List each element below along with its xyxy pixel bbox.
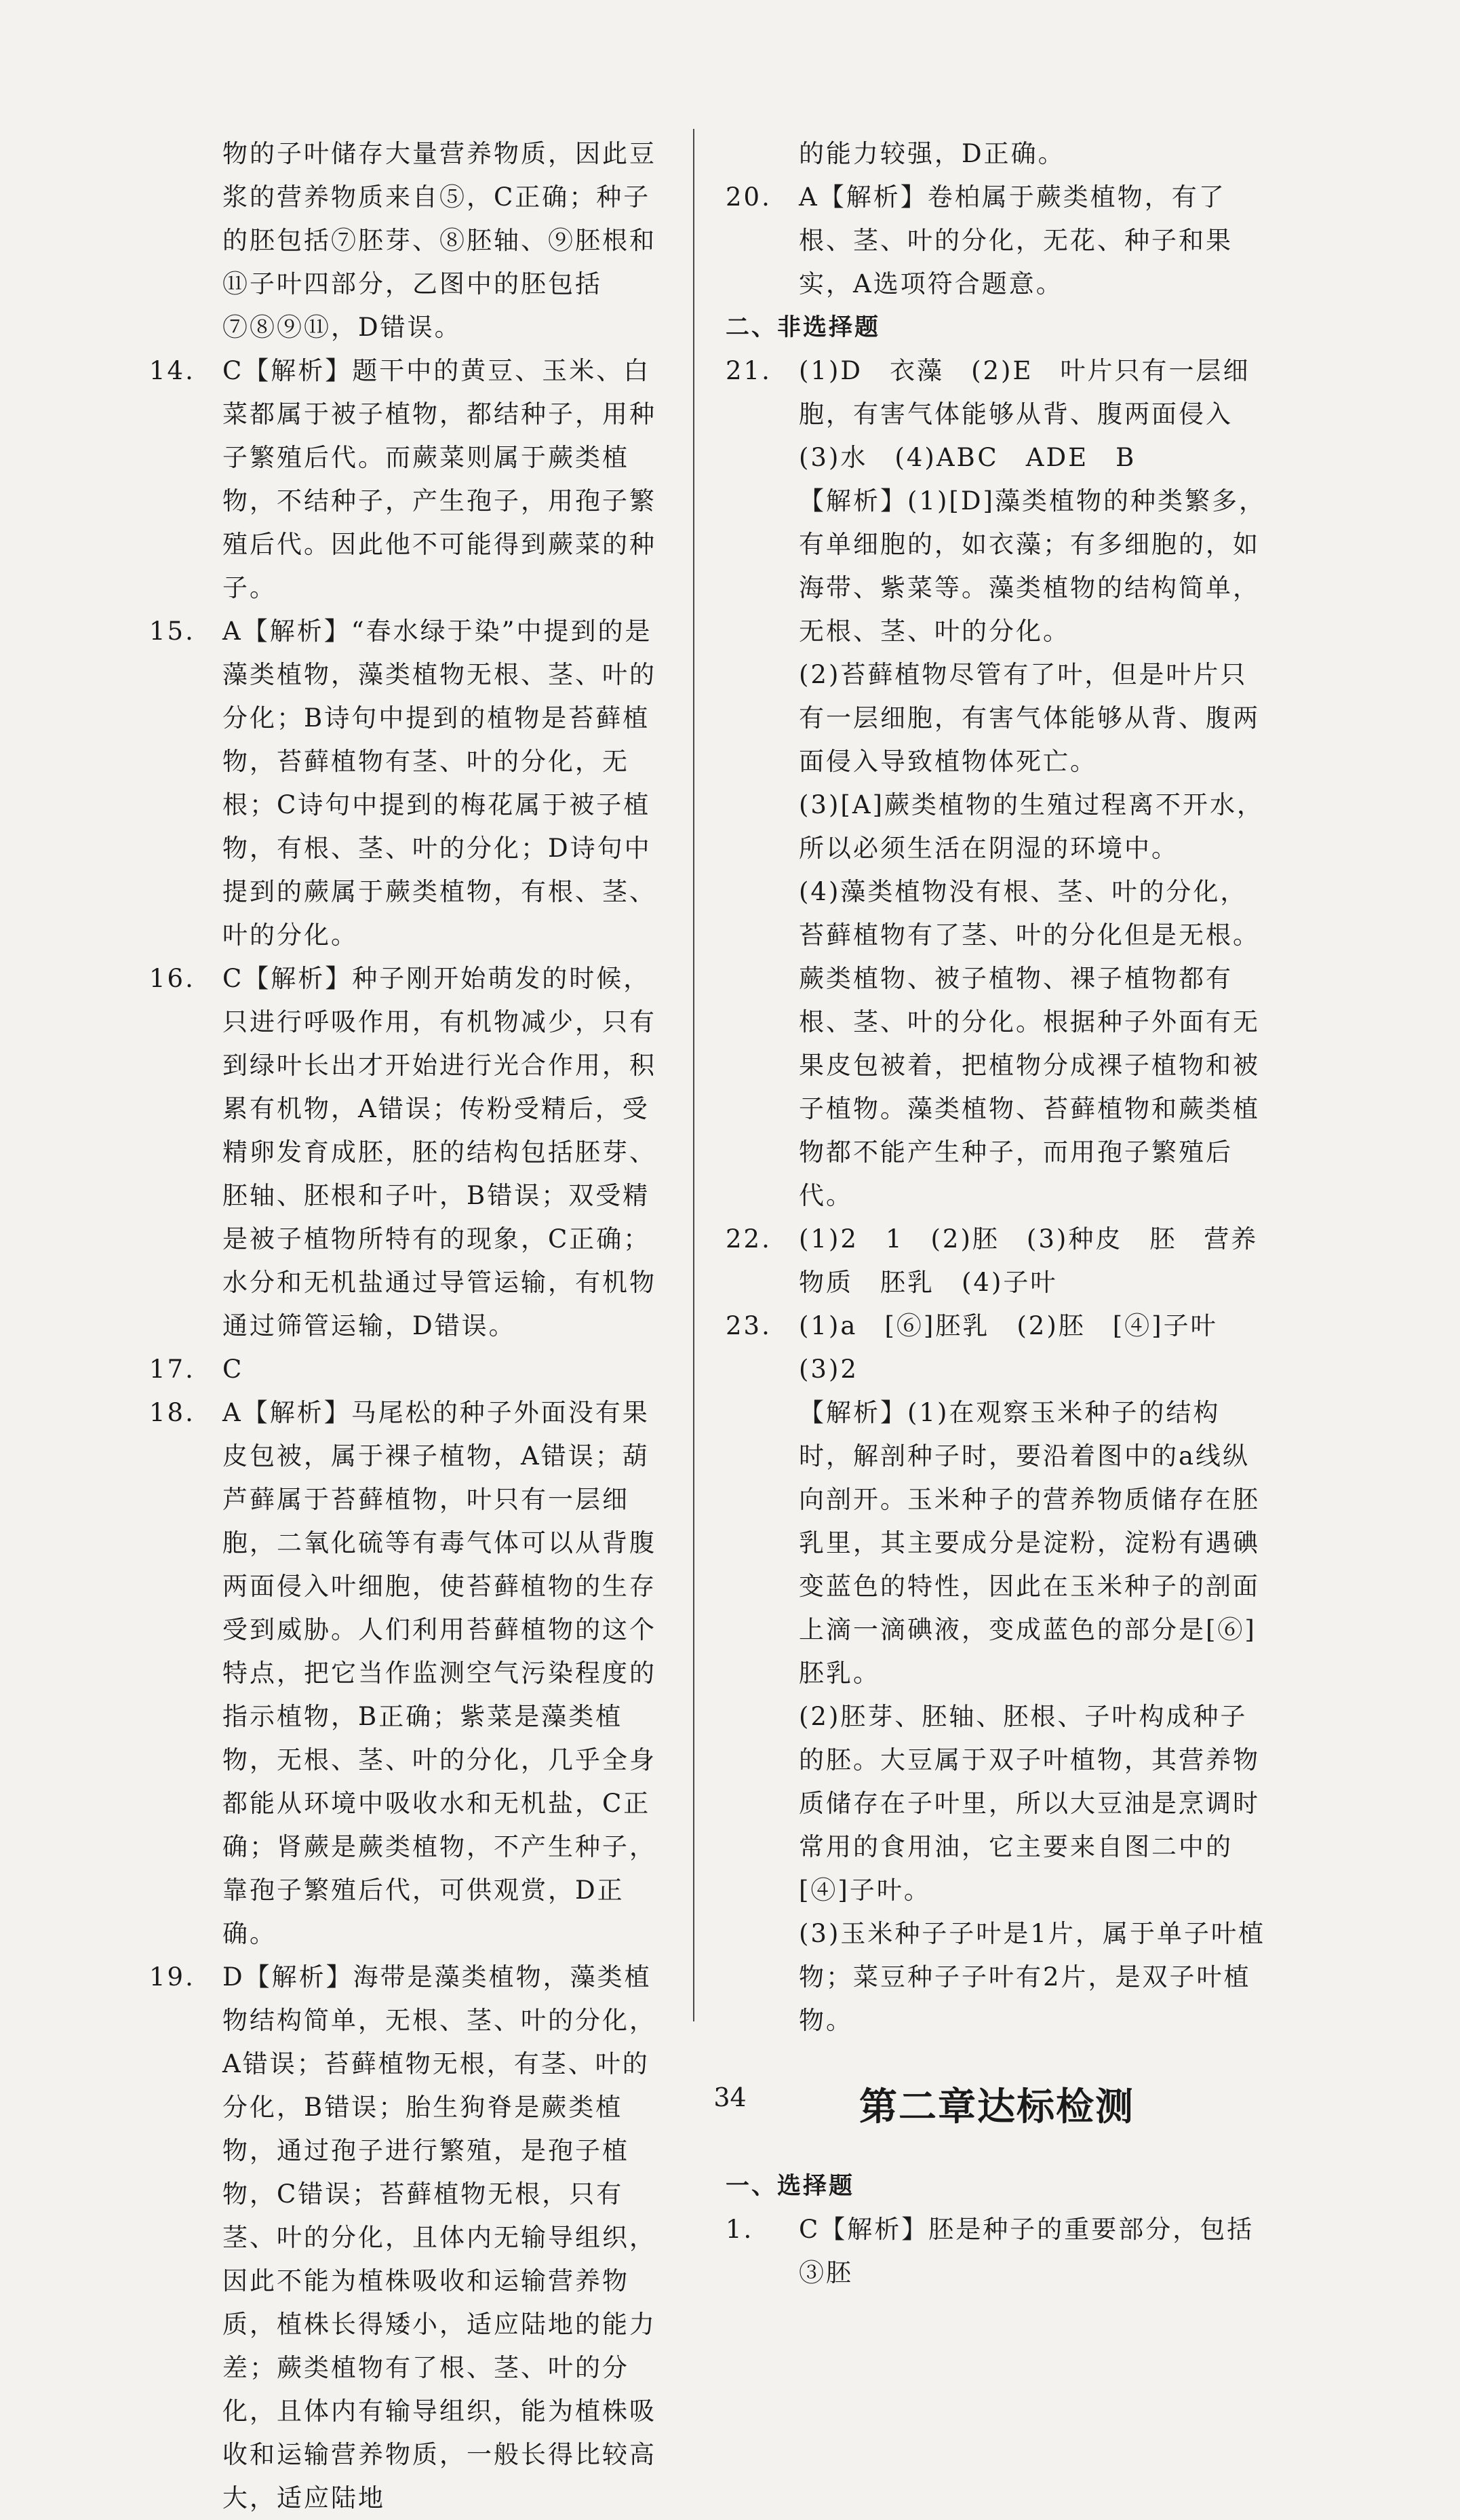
answer-item <box>149 610 675 957</box>
answer-item <box>149 349 675 610</box>
answer-text: (1)D 衣藻 (2)E 叶片只有一层细胞，有害气体能够从背、腹两面侵入 (3)水 (4)ABC ADE B <box>799 356 1260 472</box>
answer-item <box>726 2208 1268 2295</box>
answer-number: 19. <box>149 1962 195 1992</box>
right-column <box>726 132 1268 2295</box>
answer-number: 16. <box>149 964 195 993</box>
answer-paragraph: 的能力较强，D正确。 <box>799 139 1065 168</box>
answer-item <box>149 957 675 1348</box>
answer-number: 23. <box>726 1311 772 1340</box>
answer-text: (1)a [⑥]胚乳 (2)胚 [④]子叶 (3)2 <box>799 1311 1245 1384</box>
answer-text: A【解析】卷柏属于蕨类植物，有了根、茎、叶的分化，无花、种子和果实，A选项符合题意。 <box>799 182 1233 298</box>
answer-item <box>726 1218 1268 1304</box>
answer-paragraph: (4)藻类植物没有根、茎、叶的分化，苔藓植物有了茎、叶的分化但是无根。蕨类植物、被子植物、裸子植物都有根、茎、叶的分化。根据种子外面有无果皮包被着，把植物分成裸子植物和被子植物。藻类植物、苔藓植物和蕨类植物都不能产生种子，而用孢子繁殖后代。 <box>799 877 1260 1210</box>
answer-text: D【解析】海带是藻类植物，藻类植物结构简单，无根、茎、叶的分化，A错误；苔藓植物无根，有茎、叶的分化，B错误；胎生狗脊是蕨类植物，通过孢子进行繁殖，是孢子植物，C错误；苔藓植物无根，只有茎、叶的分化，且体内无输导组织，因此不能为植株吸收和运输营养物质，植株长得矮小，适应陆地的能力差；蕨类植物有了根、茎、叶的分化，且体内有输导组织，能为植株吸收和运输营养物质，一般长得比较高大，适应陆地 <box>222 1962 656 2513</box>
answer-number: 20. <box>726 182 772 212</box>
answer-number: 17. <box>149 1355 195 1384</box>
section-heading: 二、非选择题 <box>726 314 881 341</box>
answer-text: A【解析】马尾松的种子外面没有果皮包被，属于裸子植物，A错误；葫芦藓属于苔藓植物，叶只有一层细胞，二氧化硫等有毒气体可以从背腹两面侵入叶细胞，使苔藓植物的生存受到威胁。人们利用苔藓植物的这个特点，把它当作监测空气污染程度的指示植物，B正确；紫菜是藻类植物，无根、茎、叶的分化，几乎全身都能从环境中吸收水和无机盐，C正确；肾蕨是蕨类植物，不产生种子，靠孢子繁殖后代，可供观赏，D正确。 <box>222 1398 656 1948</box>
page-number: 34 <box>713 2082 747 2112</box>
answer-item <box>149 1391 675 1956</box>
answer-text: C【解析】种子刚开始萌发的时候，只进行呼吸作用，有机物减少，只有到绿叶长出才开始进行光合作用，积累有机物，A错误；传粉受精后，受精卵发育成胚，胚的结构包括胚芽、胚轴、胚根和子叶，B错误；双受精是被子植物所特有的现象，C正确；水分和无机盐通过导管运输，有机物通过筛管运输，D错误。 <box>222 964 656 1340</box>
answer-item <box>149 1956 675 2520</box>
section-heading: 一、选择题 <box>726 2173 855 2200</box>
answer-paragraph: (2)苔藓植物尽管有了叶，但是叶片只有一层细胞，有害气体能够从背、腹两面侵入导致植物体死亡。 <box>799 660 1260 776</box>
answer-paragraph: (3)玉米种子子叶是1片，属于单子叶植物；菜豆种子子叶有2片，是双子叶植物。 <box>799 1919 1265 2035</box>
answer-text: C <box>222 1355 244 1384</box>
answer-text: (1)2 1 (2)胚 (3)种皮 胚 营养物质 胚乳 (4)子叶 <box>799 1224 1259 1297</box>
answer-paragraph: 物的子叶储存大量营养物质，因此豆浆的营养物质来自⑤，C正确；种子的胚包括⑦胚芽、⑧胚轴、⑨胚根和⑪子叶四部分，乙图中的胚包括⑦⑧⑨⑪，D错误。 <box>222 139 656 342</box>
answer-paragraph: (3)[A]蕨类植物的生殖过程离不开水，所以必须生活在阴湿的环境中。 <box>799 790 1265 863</box>
left-column <box>149 132 675 2520</box>
answer-text: C【解析】胚是种子的重要部分，包括③胚 <box>799 2215 1255 2287</box>
answer-item <box>726 176 1268 306</box>
answer-paragraph: 【解析】(1)[D]藻类植物的种类繁多，有单细胞的，如衣藻；有多细胞的，如海带、紫菜等。藻类植物的结构简单，无根、茎、叶的分化。 <box>799 486 1266 646</box>
answer-number: 21. <box>726 356 772 385</box>
answer-number: 15. <box>149 617 195 646</box>
answer-item <box>726 349 1268 480</box>
column-divider <box>693 129 694 2021</box>
answer-item <box>726 1304 1268 1391</box>
chapter-title: 第二章达标检测 <box>859 2085 1135 2129</box>
answer-paragraph: (2)胚芽、胚轴、胚根、子叶构成种子的胚。大豆属于双子叶植物，其营养物质储存在子叶里，所以大豆油是烹调时常用的食用油，它主要来自图二中的[④]子叶。 <box>799 1702 1260 1905</box>
answer-text: C【解析】题干中的黄豆、玉米、白菜都属于被子植物，都结种子，用种子繁殖后代。而蕨菜则属于蕨类植物，不结种子，产生孢子，用孢子繁殖后代。因此他不可能得到蕨菜的种子。 <box>222 356 656 602</box>
answer-item <box>149 1348 675 1391</box>
answer-text: A【解析】“春水绿于染”中提到的是藻类植物，藻类植物无根、茎、叶的分化；B诗句中提到的植物是苔藓植物，苔藓植物有茎、叶的分化，无根；C诗句中提到的梅花属于被子植物，有根、茎、叶的分化；D诗句中提到的蕨属于蕨类植物，有根、茎、叶的分化。 <box>222 617 656 950</box>
answer-number: 22. <box>726 1224 772 1254</box>
answer-number: 1. <box>726 2215 754 2244</box>
answer-number: 14. <box>149 356 195 385</box>
answer-paragraph: 【解析】(1)在观察玉米种子的结构时，解剖种子时，要沿着图中的a线纵向剖开。玉米种子的营养物质储存在胚乳里，其主要成分是淀粉，淀粉有遇碘变蓝色的特性，因此在玉米种子的剖面上滴一滴碘液，变成蓝色的部分是[⑥]胚乳。 <box>799 1398 1260 1688</box>
answer-number: 18. <box>149 1398 195 1427</box>
